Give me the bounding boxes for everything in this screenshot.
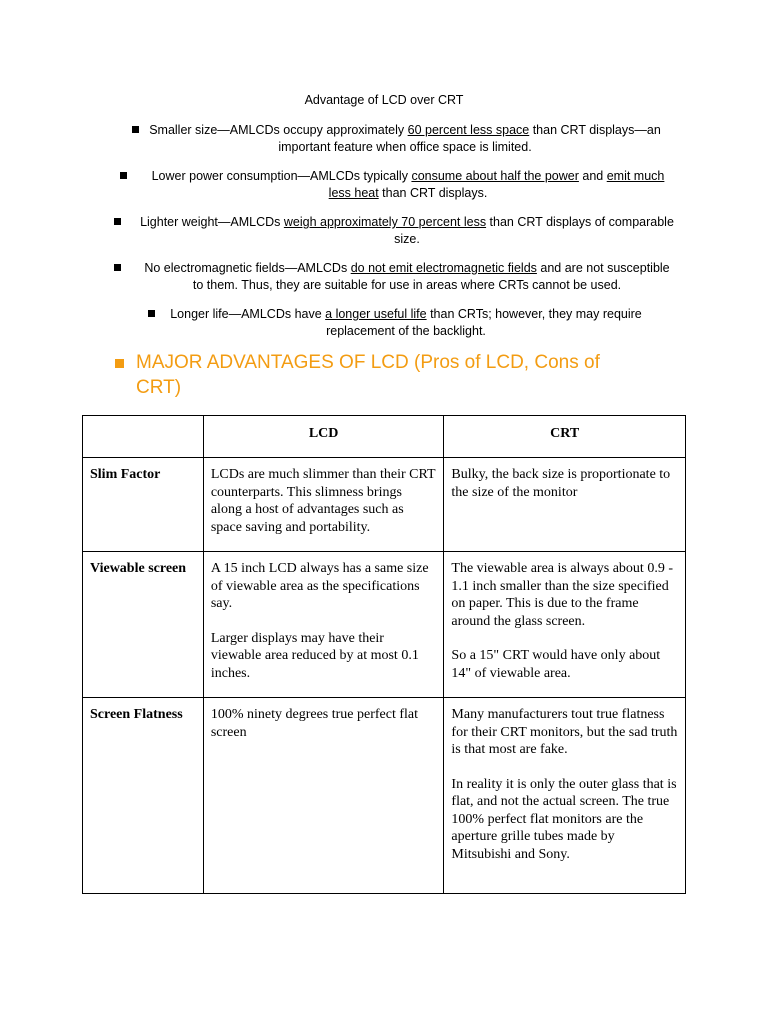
bullet-square-icon bbox=[120, 172, 127, 179]
bullet-text: Lower power consumption—AMLCDs typically consume about half the power and emit much less heat than CRT displays. bbox=[151, 169, 665, 200]
table-header-row bbox=[83, 416, 686, 458]
table-row bbox=[83, 458, 686, 552]
bullet-text: Lighter weight—AMLCDs weigh approximately 70 percent less than CRT displays of comparable size. bbox=[140, 215, 674, 246]
table-row bbox=[83, 552, 686, 698]
document-title: Advantage of LCD over CRT bbox=[304, 93, 464, 107]
crt-cell: Many manufacturers tout true flatness for their CRT monitors, but the sad truth is that most are fake. In reality it is only the outer glass that is flat, and not the actual screen. The true 100% perfect flat monitors are the aperture grille tubes made by Mitsubishi and Sony. bbox=[444, 698, 686, 894]
crt-cell: Bulky, the back size is proportionate to the size of the monitor bbox=[444, 458, 686, 552]
section-heading: MAJOR ADVANTAGES OF LCD (Pros of LCD, Cons of CRT) bbox=[112, 350, 672, 400]
row-label: Slim Factor bbox=[83, 458, 204, 552]
row-label: Screen Flatness bbox=[83, 698, 204, 894]
crt-cell: The viewable area is always about 0.9 - 1.1 inch smaller than the size specified on paper. This is due to the frame around the glass screen. So a 15" CRT would have only about 14" of viewable area. bbox=[444, 552, 686, 698]
bullet-text: No electromagnetic fields—AMLCDs do not emit electromagnetic fields and are not susceptible to them. Thus, they are suitable for use in areas where CRTs cannot be used. bbox=[144, 261, 670, 292]
table-header-empty bbox=[83, 416, 204, 458]
heading-square-icon bbox=[115, 359, 124, 368]
table-header-crt: CRT bbox=[444, 416, 686, 458]
bullet-square-icon bbox=[114, 264, 121, 271]
comparison-table bbox=[82, 415, 686, 894]
row-label: Viewable screen bbox=[83, 552, 204, 698]
lcd-cell: LCDs are much slimmer than their CRT counterparts. This slimness brings along a host of advantages such as space saving and portability. bbox=[203, 458, 444, 552]
table-row bbox=[83, 698, 686, 894]
bullet-text: Longer life—AMLCDs have a longer useful life than CRTs; however, they may require replacement of the backlight. bbox=[170, 307, 642, 338]
bullet-square-icon bbox=[114, 218, 121, 225]
lcd-cell: 100% ninety degrees true perfect flat screen bbox=[203, 698, 444, 894]
bullet-text: Smaller size—AMLCDs occupy approximately 60 percent less space than CRT displays—an important feature when office space is limited. bbox=[149, 123, 661, 154]
table-header-lcd: LCD bbox=[203, 416, 444, 458]
bullet-square-icon bbox=[132, 126, 139, 133]
lcd-cell: A 15 inch LCD always has a same size of viewable area as the specifications say. Larger displays may have their viewable area reduced by at most 0.1 inches. bbox=[203, 552, 444, 698]
bullet-square-icon bbox=[148, 310, 155, 317]
